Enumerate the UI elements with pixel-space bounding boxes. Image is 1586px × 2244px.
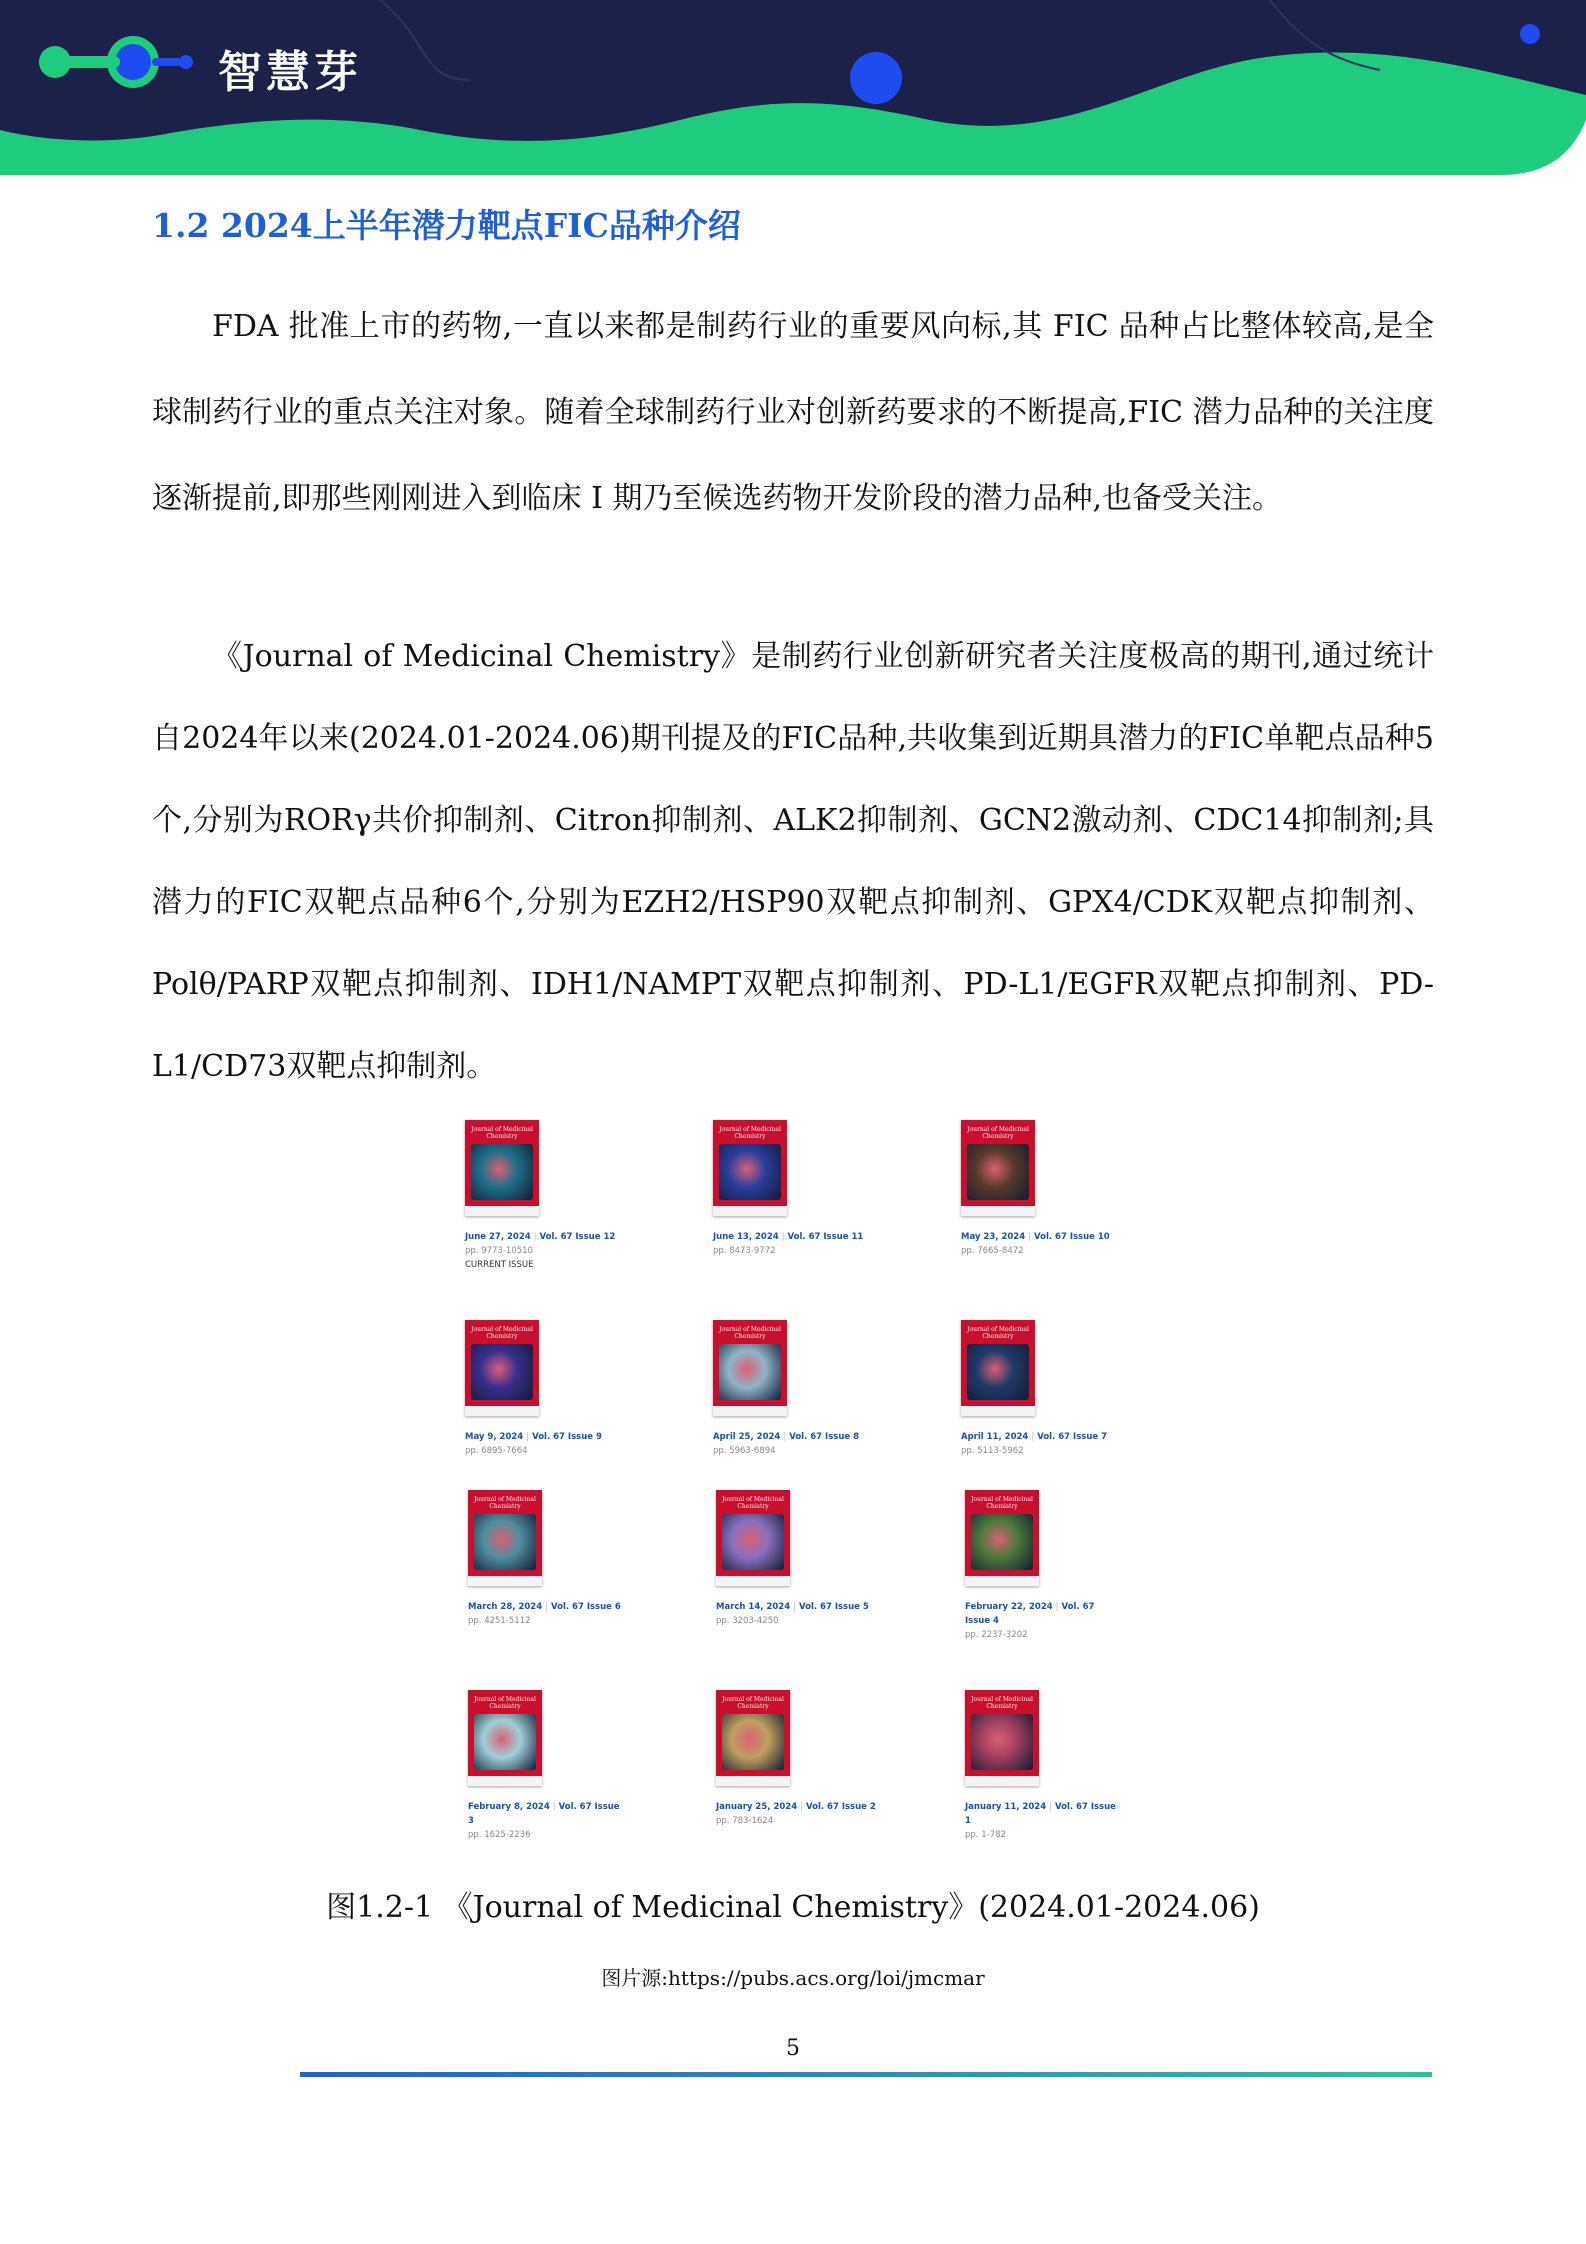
journal-issues-figure: [465, 1120, 1120, 1860]
issue-cover[interactable]: [716, 1690, 790, 1786]
cover-art: [967, 1344, 1029, 1400]
cover-art: [967, 1144, 1029, 1200]
figure-caption: 图1.2-1 《Journal of Medicinal Chemistry》(2024.01-2024.06): [326, 1890, 1260, 1925]
cover-masthead: Journal of Medicinal Chemistry: [722, 1696, 784, 1710]
issue-card[interactable]: Journal of Medicinal Chemistry May 23, 2024 | Vol. 67 Issue 10 pp. 7665-8472: [961, 1120, 1171, 1258]
issue-card[interactable]: Journal of Medicinal Chemistry March 28, 2024 | Vol. 67 Issue 6 pp. 4251-5112: [468, 1490, 678, 1628]
issue-volume[interactable]: Vol. 67 Issue 4: [965, 1602, 1095, 1626]
issue-card[interactable]: Journal of Medicinal Chemistry March 14, 2024 | Vol. 67 Issue 5 pp. 3203-4250: [716, 1490, 926, 1628]
issue-volume[interactable]: Vol. 67 Issue 3: [468, 1802, 620, 1826]
paragraph-1: FDA 批准上市的药物,一直以来都是制药行业的重要风向标,其 FIC 品种占比整体较高,是全球制药行业的重点关注对象。随着全球制药行业对创新药要求的不断提高,FIC 潜力品种的关注度逐渐提前,即那些刚刚进入到临床 I 期乃至候选药物开发阶段的潜力品种,也备受关注。: [152, 309, 1434, 516]
issue-date[interactable]: June 27, 2024: [465, 1232, 531, 1242]
issue-card[interactable]: Journal of Medicinal Chemistry April 25, 2024 | Vol. 67 Issue 8 pp. 5963-6894: [713, 1320, 923, 1458]
issue-date[interactable]: March 28, 2024: [468, 1602, 543, 1612]
issue-pages: pp. 1625-2236: [468, 1830, 531, 1840]
cover-masthead: Journal of Medicinal Chemistry: [971, 1696, 1033, 1710]
issue-pages: pp. 6895-7664: [465, 1446, 528, 1456]
issue-volume[interactable]: Vol. 67 Issue 5: [798, 1602, 869, 1612]
cover-art: [722, 1514, 784, 1570]
paragraph-2: 《Journal of Medicinal Chemistry》是制药行业创新研究者关注度极高的期刊,通过统计自2024年以来(2024.01-2024.06)期刊提及的FIC品种,共收集到近期具潜力的FIC单靶点品种5个,分别为RORγ共价抑制剂、Citron抑制剂、ALK2抑制剂、GCN2激动剂、CDC14抑制剂;具潜力的FIC双靶点品种6个,分别为EZH2/HSP90双靶点抑制剂、GPX4/CDK双靶点抑制剂、Polθ/PARP双靶点抑制剂、IDH1/NAMPT双靶点抑制剂、PD-L1/EGFR双靶点抑制剂、PD-L1/CD73双靶点抑制剂。: [152, 639, 1434, 1084]
cover-masthead: Journal of Medicinal Chemistry: [471, 1326, 533, 1340]
cover-masthead: Journal of Medicinal Chemistry: [474, 1496, 536, 1510]
cover-art: [722, 1714, 784, 1770]
issue-pages: pp. 8473-9772: [713, 1246, 776, 1256]
issue-cover[interactable]: [716, 1490, 790, 1586]
issue-card[interactable]: Journal of Medicinal Chemistry May 9, 2024 | Vol. 67 Issue 9 pp. 6895-7664: [465, 1320, 675, 1458]
issue-date[interactable]: January 11, 2024: [965, 1802, 1047, 1812]
cover-art: [971, 1514, 1033, 1570]
issue-volume[interactable]: Vol. 67 Issue 10: [1033, 1232, 1110, 1242]
cover-art: [719, 1144, 781, 1200]
issue-cover[interactable]: [961, 1120, 1035, 1216]
issue-pages: pp. 5113-5962: [961, 1446, 1024, 1456]
issue-volume[interactable]: Vol. 67 Issue 9: [532, 1432, 602, 1442]
issue-date[interactable]: March 14, 2024: [716, 1602, 791, 1612]
issue-pages: pp. 2237-3202: [965, 1630, 1028, 1640]
issue-cover[interactable]: [713, 1120, 787, 1216]
issue-volume[interactable]: Vol. 67 Issue 6: [550, 1602, 621, 1612]
issue-date[interactable]: February 22, 2024: [965, 1602, 1053, 1612]
issue-pages: pp. 4251-5112: [468, 1616, 531, 1626]
cover-masthead: Journal of Medicinal Chemistry: [474, 1696, 536, 1710]
issue-pages: pp. 1-782: [965, 1830, 1006, 1840]
cover-masthead: Journal of Medicinal Chemistry: [971, 1496, 1033, 1510]
issue-card[interactable]: Journal of Medicinal Chemistry January 11, 2024 | Vol. 67 Issue 1 pp. 1-782: [965, 1690, 1120, 1842]
issue-date[interactable]: February 8, 2024: [468, 1802, 550, 1812]
cover-masthead: Journal of Medicinal Chemistry: [967, 1126, 1029, 1140]
issue-cover[interactable]: [965, 1490, 1039, 1586]
issue-date[interactable]: January 25, 2024: [716, 1802, 798, 1812]
cover-masthead: Journal of Medicinal Chemistry: [967, 1326, 1029, 1340]
cover-art: [971, 1714, 1033, 1770]
page-number: 5: [786, 2036, 800, 2061]
cover-masthead: Journal of Medicinal Chemistry: [471, 1126, 533, 1140]
issue-date[interactable]: May 9, 2024: [465, 1432, 524, 1442]
issue-pages: pp. 7665-8472: [961, 1246, 1024, 1256]
current-issue-badge: CURRENT ISSUE: [465, 1260, 534, 1270]
issue-pages: pp. 5963-6894: [713, 1446, 776, 1456]
issue-date[interactable]: June 13, 2024: [713, 1232, 779, 1242]
issue-volume[interactable]: Vol. 67 Issue 12: [539, 1232, 616, 1242]
cover-masthead: Journal of Medicinal Chemistry: [719, 1326, 781, 1340]
issue-card[interactable]: Journal of Medicinal Chemistry February 8, 2024 | Vol. 67 Issue 3 pp. 1625-2236: [468, 1690, 628, 1842]
header-banner: [0, 0, 1586, 180]
cover-art: [471, 1344, 533, 1400]
issue-card[interactable]: Journal of Medicinal Chemistry June 13, 2024 | Vol. 67 Issue 11 pp. 8473-9772: [713, 1120, 923, 1258]
issue-date[interactable]: April 25, 2024: [713, 1432, 781, 1442]
issue-card[interactable]: Journal of Medicinal Chemistry April 11, 2024 | Vol. 67 Issue 7 pp. 5113-5962: [961, 1320, 1171, 1458]
issue-pages: pp. 9773-10510: [465, 1246, 533, 1256]
issue-volume[interactable]: Vol. 67 Issue 11: [787, 1232, 864, 1242]
issue-volume[interactable]: Vol. 67 Issue 1: [965, 1802, 1116, 1826]
issue-cover[interactable]: [465, 1120, 539, 1216]
issue-card[interactable]: Journal of Medicinal Chemistry January 25, 2024 | Vol. 67 Issue 2 pp. 783-1624: [716, 1690, 876, 1828]
issue-pages: pp. 783-1624: [716, 1816, 774, 1826]
issue-cover[interactable]: [713, 1320, 787, 1416]
issue-cover[interactable]: [468, 1490, 542, 1586]
issue-volume[interactable]: Vol. 67 Issue 8: [789, 1432, 860, 1442]
section-title: 1.2 2024上半年潜力靶点FIC品种介绍: [152, 206, 741, 245]
issue-cover[interactable]: [961, 1320, 1035, 1416]
issue-volume[interactable]: Vol. 67 Issue 7: [1037, 1432, 1108, 1442]
figure-source: 图片源:https://pubs.acs.org/loi/jmcmar: [601, 1966, 985, 1990]
issue-card[interactable]: Journal of Medicinal Chemistry February 22, 2024 | Vol. 67 Issue 4 pp. 2237-3202: [965, 1490, 1095, 1642]
issue-cover[interactable]: [965, 1690, 1039, 1786]
issue-volume[interactable]: Vol. 67 Issue 2: [805, 1802, 876, 1812]
issue-cover[interactable]: [468, 1690, 542, 1786]
issue-pages: pp. 3203-4250: [716, 1616, 779, 1626]
issue-date[interactable]: May 23, 2024: [961, 1232, 1026, 1242]
issue-cover[interactable]: [465, 1320, 539, 1416]
brand-name: 智慧芽: [218, 47, 362, 98]
cover-masthead: Journal of Medicinal Chemistry: [719, 1126, 781, 1140]
cover-art: [474, 1714, 536, 1770]
footer-divider: [300, 2072, 1432, 2077]
cover-art: [719, 1344, 781, 1400]
issue-card[interactable]: Journal of Medicinal Chemistry June 27, 2024 | Vol. 67 Issue 12 pp. 9773-10510 CURRENT ISSUE: [465, 1120, 675, 1272]
cover-art: [474, 1514, 536, 1570]
issue-date[interactable]: April 11, 2024: [961, 1432, 1029, 1442]
cover-masthead: Journal of Medicinal Chemistry: [722, 1496, 784, 1510]
cover-art: [471, 1144, 533, 1200]
